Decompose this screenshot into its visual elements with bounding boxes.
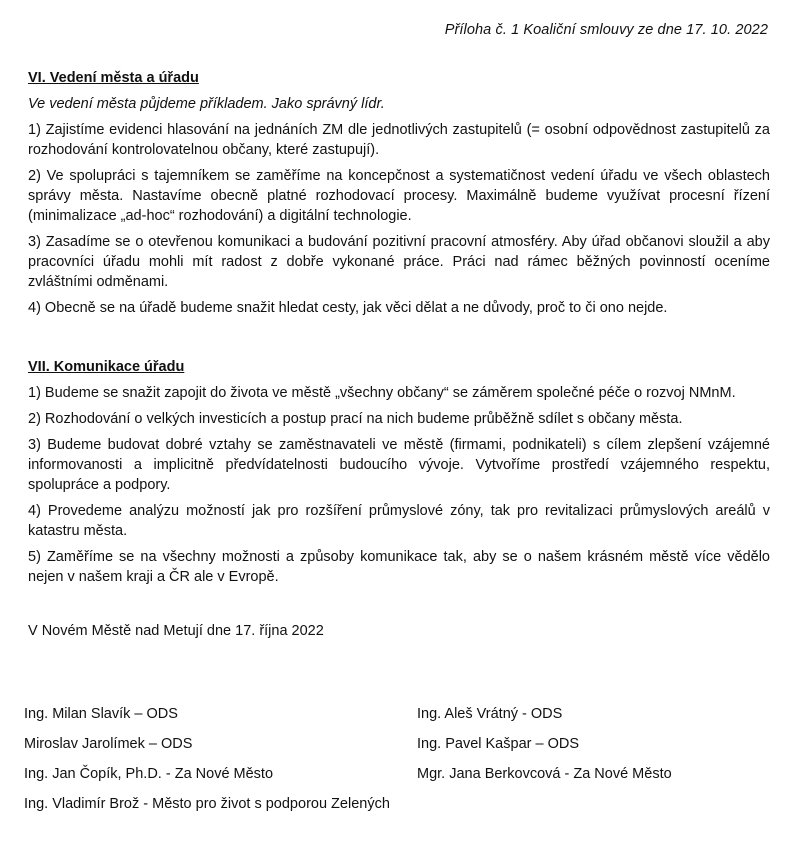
section-vi-paragraph: 2) Ve spolupráci s tajemníkem se zaměříme na koncepčnost a systematičnost vedení úřadu ve všech oblastech správy města. Nastavíme obecně platné rozhodovací procesy. Maximálně budeme využívat procesní řízení (minimalizace „ad-hoc“ rozhodování) a digitální technologie. — [28, 168, 770, 224]
signatory: Ing. Vladimír Brož - Město pro život s podporou Zelených — [24, 796, 390, 812]
signatory: Ing. Pavel Kašpar – ODS — [417, 736, 579, 752]
section-vii-paragraph: 3) Budeme budovat dobré vztahy se zaměstnavateli ve městě (firmami, podnikateli) s cílem zlepšení vzájemné informovanosti a implicitně předvídatelnosti budoucího vývoje. Vytvoříme prostředí vzájemného respektu, spolupráce a podpory. — [28, 437, 770, 493]
section-vii-paragraph: 4) Provedeme analýzu možností jak pro rozšíření průmyslové zóny, tak pro revitalizaci průmyslových areálů v katastru města. — [28, 503, 770, 539]
signatory: Miroslav Jarolímek – ODS — [24, 736, 193, 752]
section-vii — [28, 357, 770, 593]
section-vii-title: VII. Komunikace úřadu — [28, 359, 185, 375]
section-vi-title: VI. Vedení města a úřadu — [28, 70, 199, 86]
annex-header: Příloha č. 1 Koaliční smlouvy ze dne 17. 10. 2022 — [444, 22, 768, 38]
signatory: Ing. Jan Čopík, Ph.D. - Za Nové Město — [24, 766, 274, 782]
section-vi-paragraph: 3) Zasadíme se o otevřenou komunikaci a budování pozitivní pracovní atmosféry. Aby úřad občanovi sloužil a aby pracovníci úřadu mohli mít radost z dobře vykonané práce. Práci nad rámec běžných povinností oceníme zvláštními odměnami. — [28, 234, 770, 290]
section-vi-motto: Ve vedení města půjdeme příkladem. Jako správný lídr. — [28, 96, 385, 112]
section-vii-paragraph: 1) Budeme se snažit zapojit do života ve městě „všechny občany“ se záměrem společné péče o rozvoj NMnM. — [28, 385, 736, 401]
signatory: Ing. Milan Slavík – ODS — [24, 706, 178, 722]
section-vi-paragraph: 4) Obecně se na úřadě budeme snažit hledat cesty, jak věci dělat a ne důvody, proč to či ono nejde. — [28, 300, 668, 316]
section-vii-paragraph: 5) Zaměříme se na všechny možnosti a způsoby komunikace tak, aby se o našem krásném městě více vědělo nejen v našem kraji a ČR ale v Evropě. — [28, 549, 770, 585]
section-vi — [28, 68, 770, 324]
place-and-date: V Novém Městě nad Metují dne 17. října 2022 — [28, 623, 324, 639]
signatory: Mgr. Jana Berkovcová - Za Nové Město — [417, 766, 672, 782]
section-vi-paragraph: 1) Zajistíme evidenci hlasování na jednáních ZM dle jednotlivých zastupitelů (= osobní odpovědnost zastupitelů za rozhodování kontrolovatelnou občany, které zastupují). — [28, 122, 770, 158]
signatory: Ing. Aleš Vrátný - ODS — [417, 706, 563, 722]
section-vii-paragraph: 2) Rozhodování o velkých investicích a postup prací na nich budeme průběžně sdílet s občany města. — [28, 411, 683, 427]
